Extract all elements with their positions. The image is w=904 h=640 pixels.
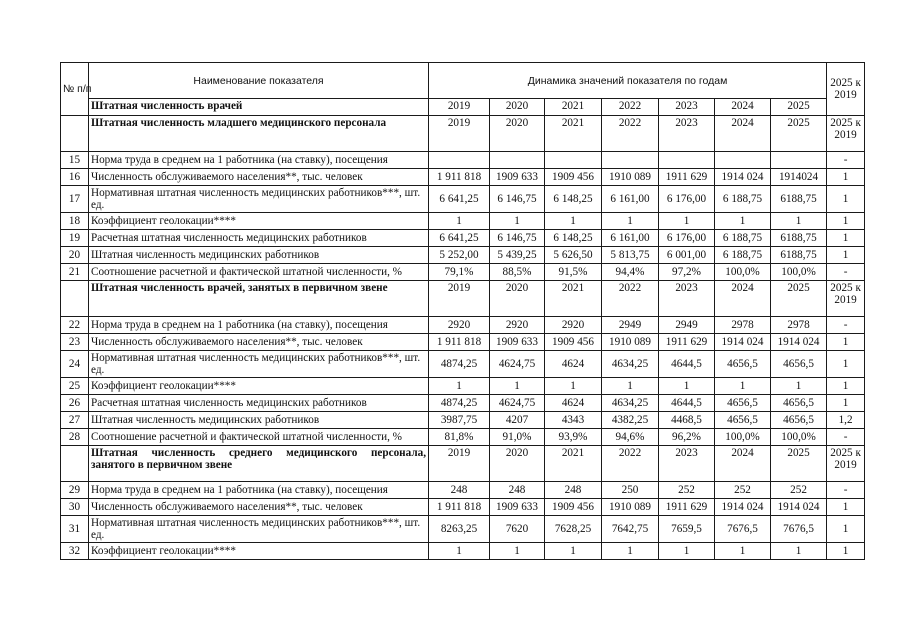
row-value-cell: 7659,5 (659, 516, 715, 543)
row-value-cell: 1 911 818 (429, 334, 490, 351)
row-number: 21 (61, 264, 89, 281)
row-number: 25 (61, 378, 89, 395)
row-value-cell: 1909 633 (490, 499, 545, 516)
row-value-cell: 252 (659, 482, 715, 499)
row-value-cell: 4343 (545, 412, 602, 429)
row-value-cell: 4207 (490, 412, 545, 429)
row-value-cell: 6 146,75 (490, 186, 545, 213)
row-ratio-cell: 1 (827, 230, 865, 247)
row-ratio-cell: - (827, 264, 865, 281)
row-value-cell: 88,5% (490, 264, 545, 281)
table-row (61, 482, 865, 499)
row-number: 19 (61, 230, 89, 247)
section-header-row (61, 281, 865, 317)
row-value-cell: 6 146,75 (490, 230, 545, 247)
row-number: 16 (61, 169, 89, 186)
section-year-cell: 2020 (490, 281, 545, 317)
table-row (61, 230, 865, 247)
row-ratio-cell: 1 (827, 395, 865, 412)
row-value-cell: 1 (429, 378, 490, 395)
row-number: 17 (61, 186, 89, 213)
row-value-cell: 1910 089 (602, 169, 659, 186)
row-value-cell: 1 (771, 543, 827, 560)
table-row (61, 317, 865, 334)
row-value-cell: 1911 629 (659, 334, 715, 351)
table-row (61, 543, 865, 560)
row-value-cell: 91,0% (490, 429, 545, 446)
section-ratio-label: 2025 к 2019 (827, 446, 865, 482)
section-year-cell: 2021 (545, 446, 602, 482)
row-value-cell: 100,0% (715, 429, 771, 446)
section-year-cell: 2020 (490, 446, 545, 482)
row-value-cell: 2920 (490, 317, 545, 334)
row-value-cell: 1 (602, 378, 659, 395)
section-year-cell: 2024 (715, 281, 771, 317)
row-value-cell: 2978 (771, 317, 827, 334)
section-header-row (61, 99, 865, 116)
section-num-cell (61, 281, 89, 317)
row-value-cell: 4656,5 (771, 351, 827, 378)
row-value-cell: 5 626,50 (545, 247, 602, 264)
table-row (61, 516, 865, 543)
row-value-cell: 94,4% (602, 264, 659, 281)
row-number: 15 (61, 152, 89, 169)
section-title: Штатная численность среднего медицинского персонала, занятого в первичном звене (89, 446, 429, 482)
table-row (61, 264, 865, 281)
section-header-row (61, 446, 865, 482)
row-value-cell (659, 152, 715, 169)
section-year-cell: 2022 (602, 116, 659, 152)
row-value-cell: 1 (659, 378, 715, 395)
row-value-cell: 6 161,00 (602, 186, 659, 213)
section-year-cell: 2020 (490, 99, 545, 116)
row-ratio-cell: 1 (827, 351, 865, 378)
section-year-cell: 2019 (429, 116, 490, 152)
row-value-cell: 4656,5 (771, 412, 827, 429)
row-value-cell: 1 (771, 378, 827, 395)
row-ratio-cell: - (827, 482, 865, 499)
section-ratio-label: 2025 к 2019 (827, 281, 865, 317)
section-year-cell: 2021 (545, 116, 602, 152)
row-value-cell: 1909 633 (490, 169, 545, 186)
header-row (61, 63, 865, 99)
row-value-cell: 6 641,25 (429, 230, 490, 247)
row-value-cell: 6188,75 (771, 186, 827, 213)
row-value-cell (429, 152, 490, 169)
row-ratio-cell: 1 (827, 247, 865, 264)
row-indicator-name: Коэффициент геолокации**** (89, 213, 429, 230)
section-title: Штатная численность младшего медицинского персонала (89, 116, 429, 152)
section-year-cell: 2021 (545, 281, 602, 317)
row-value-cell: 6188,75 (771, 247, 827, 264)
section-year-cell: 2021 (545, 99, 602, 116)
row-value-cell: 100,0% (715, 264, 771, 281)
section-year-cell: 2024 (715, 446, 771, 482)
row-value-cell: 4382,25 (602, 412, 659, 429)
row-ratio-cell: 1 (827, 169, 865, 186)
row-value-cell: 1 (490, 378, 545, 395)
row-value-cell: 4874,25 (429, 395, 490, 412)
row-value-cell: 6 188,75 (715, 230, 771, 247)
row-value-cell: 2920 (545, 317, 602, 334)
row-value-cell: 1914 024 (715, 334, 771, 351)
table-row (61, 169, 865, 186)
table-row (61, 213, 865, 230)
row-indicator-name: Штатная численность медицинских работников (89, 247, 429, 264)
row-value-cell: 4644,5 (659, 351, 715, 378)
row-value-cell: 6 148,25 (545, 186, 602, 213)
row-value-cell: 2949 (602, 317, 659, 334)
row-number: 22 (61, 317, 89, 334)
row-value-cell: 5 252,00 (429, 247, 490, 264)
row-value-cell: 4644,5 (659, 395, 715, 412)
row-value-cell: 1914 024 (771, 499, 827, 516)
section-year-cell: 2019 (429, 446, 490, 482)
row-value-cell: 3987,75 (429, 412, 490, 429)
row-value-cell: 7676,5 (771, 516, 827, 543)
row-value-cell: 6 176,00 (659, 186, 715, 213)
header-dynamics: Динамика значений показателя по годам (429, 63, 827, 99)
table-row (61, 412, 865, 429)
row-value-cell: 79,1% (429, 264, 490, 281)
row-value-cell: 1 911 818 (429, 169, 490, 186)
section-header-row (61, 116, 865, 152)
row-value-cell: 91,5% (545, 264, 602, 281)
section-year-cell: 2023 (659, 281, 715, 317)
row-value-cell (490, 152, 545, 169)
row-value-cell: 1909 456 (545, 334, 602, 351)
row-number: 32 (61, 543, 89, 560)
row-value-cell: 94,6% (602, 429, 659, 446)
row-value-cell: 7620 (490, 516, 545, 543)
row-indicator-name: Нормативная штатная численность медицинских работников***, шт. ед. (89, 351, 429, 378)
row-indicator-name: Норма труда в среднем на 1 работника (на ставку), посещения (89, 482, 429, 499)
section-year-cell: 2025 (771, 446, 827, 482)
row-indicator-name: Норма труда в среднем на 1 работника (на ставку), посещения (89, 152, 429, 169)
row-value-cell: 1 (490, 543, 545, 560)
row-value-cell: 250 (602, 482, 659, 499)
row-value-cell (715, 152, 771, 169)
row-value-cell: 1 (715, 213, 771, 230)
row-value-cell: 6188,75 (771, 230, 827, 247)
row-value-cell: 1 (545, 213, 602, 230)
section-year-cell: 2022 (602, 281, 659, 317)
section-title: Штатная численность врачей (89, 99, 429, 116)
row-value-cell: 5 439,25 (490, 247, 545, 264)
row-value-cell: 2978 (715, 317, 771, 334)
section-title: Штатная численность врачей, занятых в первичном звене (89, 281, 429, 317)
row-value-cell: 8263,25 (429, 516, 490, 543)
section-year-cell: 2019 (429, 99, 490, 116)
row-value-cell: 4656,5 (771, 395, 827, 412)
row-indicator-name: Штатная численность медицинских работников (89, 412, 429, 429)
row-value-cell: 4468,5 (659, 412, 715, 429)
row-value-cell: 96,2% (659, 429, 715, 446)
row-value-cell: 6 188,75 (715, 247, 771, 264)
row-indicator-name: Нормативная штатная численность медицинских работников***, шт. ед. (89, 516, 429, 543)
row-value-cell: 1914024 (771, 169, 827, 186)
row-indicator-name: Численность обслуживаемого населения**, тыс. человек (89, 334, 429, 351)
row-value-cell: 1 (659, 213, 715, 230)
row-value-cell: 1909 633 (490, 334, 545, 351)
row-value-cell: 4624,75 (490, 395, 545, 412)
row-value-cell: 6 641,25 (429, 186, 490, 213)
table-row (61, 499, 865, 516)
row-value-cell: 6 161,00 (602, 230, 659, 247)
row-indicator-name: Норма труда в среднем на 1 работника (на ставку), посещения (89, 317, 429, 334)
row-number: 26 (61, 395, 89, 412)
row-number: 24 (61, 351, 89, 378)
header-ratio: 2025 к 2019 (827, 63, 865, 116)
row-value-cell: 4656,5 (715, 351, 771, 378)
row-number: 23 (61, 334, 89, 351)
row-indicator-name: Соотношение расчетной и фактической штатной численности, % (89, 429, 429, 446)
row-value-cell: 93,9% (545, 429, 602, 446)
row-ratio-cell: - (827, 317, 865, 334)
row-indicator-name: Коэффициент геолокации**** (89, 543, 429, 560)
table-row (61, 378, 865, 395)
table-row (61, 247, 865, 264)
row-value-cell: 1 (429, 213, 490, 230)
row-value-cell (771, 152, 827, 169)
row-value-cell: 1 (545, 378, 602, 395)
row-ratio-cell: 1 (827, 543, 865, 560)
row-value-cell: 2920 (429, 317, 490, 334)
row-value-cell: 4656,5 (715, 412, 771, 429)
row-value-cell: 252 (771, 482, 827, 499)
row-value-cell: 252 (715, 482, 771, 499)
row-value-cell (602, 152, 659, 169)
header-num: № п/п (61, 63, 89, 116)
row-ratio-cell: 1 (827, 213, 865, 230)
row-value-cell: 4624,75 (490, 351, 545, 378)
header-name: Наименование показателя (89, 63, 429, 99)
row-number: 18 (61, 213, 89, 230)
row-number: 31 (61, 516, 89, 543)
row-value-cell: 1 (771, 213, 827, 230)
row-value-cell: 6 001,00 (659, 247, 715, 264)
section-year-cell: 2025 (771, 99, 827, 116)
row-value-cell: 4624 (545, 351, 602, 378)
row-indicator-name: Расчетная штатная численность медицинских работников (89, 395, 429, 412)
row-value-cell: 4624 (545, 395, 602, 412)
row-value-cell: 248 (429, 482, 490, 499)
row-indicator-name: Расчетная штатная численность медицинских работников (89, 230, 429, 247)
row-value-cell: 7642,75 (602, 516, 659, 543)
row-indicator-name: Численность обслуживаемого населения**, тыс. человек (89, 169, 429, 186)
row-ratio-cell: 1 (827, 378, 865, 395)
row-number: 27 (61, 412, 89, 429)
row-value-cell: 1914 024 (715, 499, 771, 516)
row-value-cell: 6 188,75 (715, 186, 771, 213)
row-value-cell: 2949 (659, 317, 715, 334)
row-value-cell: 1 (490, 213, 545, 230)
row-value-cell: 1914 024 (771, 334, 827, 351)
staffing-table (60, 62, 865, 560)
table-row (61, 351, 865, 378)
section-year-cell: 2025 (771, 116, 827, 152)
row-number: 30 (61, 499, 89, 516)
row-value-cell: 5 813,75 (602, 247, 659, 264)
row-value-cell: 1910 089 (602, 334, 659, 351)
section-year-cell: 2023 (659, 116, 715, 152)
row-value-cell: 100,0% (771, 429, 827, 446)
section-num-cell (61, 116, 89, 152)
row-value-cell: 1 (715, 378, 771, 395)
table-row (61, 186, 865, 213)
section-year-cell: 2023 (659, 446, 715, 482)
row-value-cell: 4874,25 (429, 351, 490, 378)
row-value-cell: 248 (490, 482, 545, 499)
row-value-cell: 1 (602, 543, 659, 560)
section-year-cell: 2022 (602, 446, 659, 482)
row-value-cell: 97,2% (659, 264, 715, 281)
table-row (61, 152, 865, 169)
row-ratio-cell: - (827, 152, 865, 169)
row-indicator-name: Численность обслуживаемого населения**, тыс. человек (89, 499, 429, 516)
row-value-cell: 1 (659, 543, 715, 560)
row-ratio-cell: 1 (827, 516, 865, 543)
row-number: 29 (61, 482, 89, 499)
row-ratio-cell: - (827, 429, 865, 446)
row-value-cell: 6 148,25 (545, 230, 602, 247)
row-value-cell: 1 (429, 543, 490, 560)
section-ratio-label: 2025 к 2019 (827, 116, 865, 152)
row-value-cell: 1911 629 (659, 169, 715, 186)
table-row (61, 395, 865, 412)
row-value-cell: 4634,25 (602, 351, 659, 378)
row-value-cell: 1909 456 (545, 499, 602, 516)
section-year-cell: 2020 (490, 116, 545, 152)
row-value-cell: 248 (545, 482, 602, 499)
row-value-cell: 4656,5 (715, 395, 771, 412)
section-year-cell: 2023 (659, 99, 715, 116)
row-indicator-name: Соотношение расчетной и фактической штатной численности, % (89, 264, 429, 281)
section-year-cell: 2019 (429, 281, 490, 317)
section-year-cell: 2022 (602, 99, 659, 116)
section-year-cell: 2025 (771, 281, 827, 317)
section-year-cell: 2024 (715, 99, 771, 116)
row-value-cell: 1 (545, 543, 602, 560)
row-value-cell: 4634,25 (602, 395, 659, 412)
row-value-cell: 1911 629 (659, 499, 715, 516)
row-ratio-cell: 1 (827, 186, 865, 213)
row-value-cell: 1914 024 (715, 169, 771, 186)
row-value-cell: 100,0% (771, 264, 827, 281)
row-value-cell: 1 911 818 (429, 499, 490, 516)
section-num-cell (61, 446, 89, 482)
row-value-cell: 7676,5 (715, 516, 771, 543)
row-value-cell: 6 176,00 (659, 230, 715, 247)
row-value-cell: 81,8% (429, 429, 490, 446)
row-ratio-cell: 1 (827, 499, 865, 516)
row-ratio-cell: 1,2 (827, 412, 865, 429)
row-value-cell: 7628,25 (545, 516, 602, 543)
table-row (61, 334, 865, 351)
section-year-cell: 2024 (715, 116, 771, 152)
row-indicator-name: Нормативная штатная численность медицинских работников***, шт. ед. (89, 186, 429, 213)
row-number: 20 (61, 247, 89, 264)
row-value-cell: 1 (602, 213, 659, 230)
row-value-cell (545, 152, 602, 169)
row-value-cell: 1 (715, 543, 771, 560)
row-number: 28 (61, 429, 89, 446)
table-row (61, 429, 865, 446)
row-ratio-cell: 1 (827, 334, 865, 351)
row-value-cell: 1909 456 (545, 169, 602, 186)
row-indicator-name: Коэффициент геолокации**** (89, 378, 429, 395)
row-value-cell: 1910 089 (602, 499, 659, 516)
